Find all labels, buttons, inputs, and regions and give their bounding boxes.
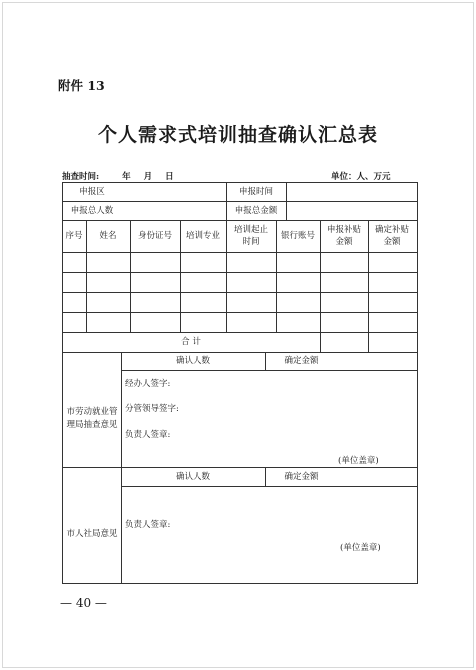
total-amount-label: 申报总金额: [234, 205, 278, 216]
seal-label: (单位盖章): [340, 543, 381, 553]
rule: [62, 583, 417, 584]
year-label: 年: [122, 172, 131, 182]
apply-area-label: 申报区: [79, 186, 105, 197]
rule: [226, 220, 227, 332]
total-label: 合 计: [181, 337, 201, 347]
column-header: 确定补贴金额: [374, 225, 409, 247]
leader-signature-label: 分管领导签字:: [125, 404, 179, 414]
day-label: 日: [165, 172, 174, 182]
rule: [62, 252, 417, 253]
column-header: 培训起止时间: [233, 225, 268, 247]
column-header: 培训专业: [185, 231, 220, 241]
month-label: 月: [143, 172, 153, 182]
apply-time-label: 申报时间: [238, 186, 273, 197]
confirm-amount-label: 确定金额: [284, 471, 319, 482]
total-people-label: 申报总人数: [70, 205, 114, 216]
column-header: 序号: [65, 231, 83, 241]
unit-label: 单位：人、万元: [331, 172, 391, 182]
page-number: — 40 —: [60, 596, 107, 610]
rule: [320, 220, 321, 352]
hr-bureau-label: 市人社局意见: [66, 529, 118, 539]
confirm-people-label: 确认人数: [175, 356, 210, 366]
rule: [121, 370, 417, 371]
confirm-amount-label: 确定金额: [284, 356, 319, 366]
column-header: 姓名: [99, 231, 117, 241]
rule: [417, 182, 418, 584]
handler-signature-label: 经办人签字:: [125, 379, 171, 389]
rule: [62, 272, 417, 273]
column-header: 银行账号: [280, 231, 315, 241]
rule: [62, 292, 417, 293]
page-title: 个人需求式培训抽查确认汇总表: [97, 124, 378, 146]
seal-label: (单位盖章): [338, 456, 379, 466]
rule: [121, 486, 417, 487]
head-signature-label: 负责人签章:: [125, 520, 171, 530]
check-time: [62, 170, 184, 182]
rule: [368, 220, 369, 352]
rule: [62, 312, 417, 313]
rule: [286, 182, 287, 220]
head-signature-label: 负责人签章:: [125, 430, 171, 440]
labor-bureau-label: 市劳动就业管理局抽查意见: [66, 406, 118, 430]
attachment-label: 附件 13: [58, 78, 105, 93]
confirm-people-label: 确认人数: [175, 471, 210, 482]
check-time-label: 抽查时间:: [62, 172, 100, 182]
column-header: 身份证号: [137, 231, 172, 241]
column-header: 申报补贴金额: [326, 225, 361, 247]
